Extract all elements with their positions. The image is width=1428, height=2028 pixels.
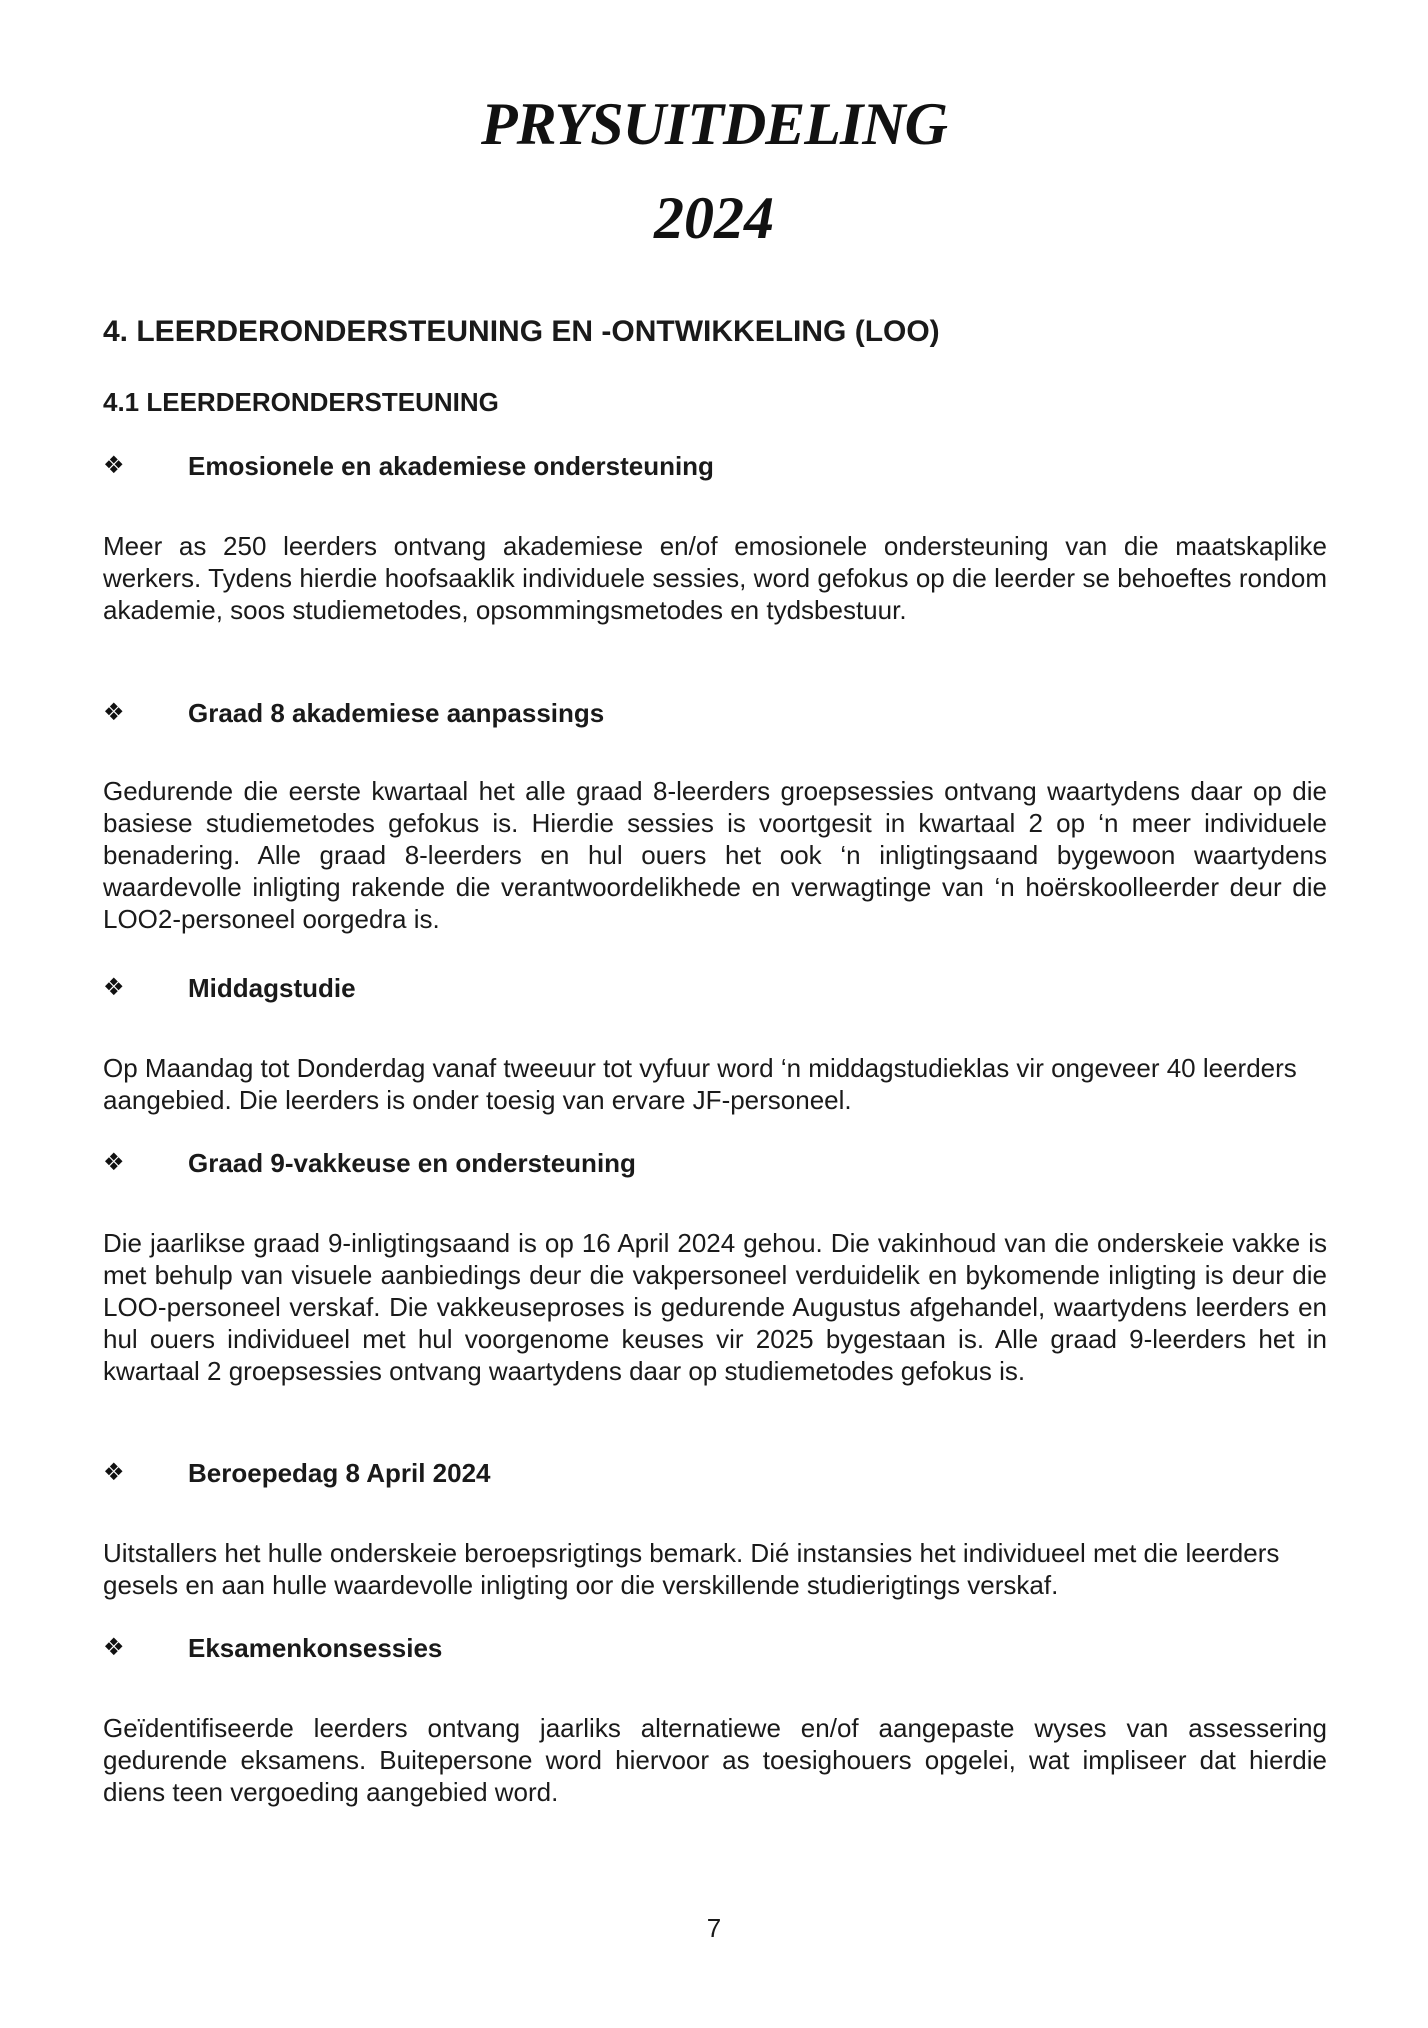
document-title: PRYSUITDELING	[481, 91, 947, 157]
diamond-bullet-icon: ❖	[103, 1459, 125, 1486]
section-heading: 4. LEERDERONDERSTEUNING EN -ONTWIKKELING (LOO)	[103, 315, 940, 348]
item-body-graad8: Gedurende die eerste kwartaal het alle graad 8-leerders groepsessies ontvang waartydens daar op die basiese studiemetodes gefokus is. Hierdie sessies is voortgesit in kwartaal 2 op ‘n meer individuele benadering. Alle graad 8-leerders en hul ouers het ook ‘n inligtingsaand bygewoon waartydens waardevolle inligting rakende die verantwoordelikhede en verwagtinge van ‘n hoërskoolleerder deur die LOO2-personeel oorgedra is.	[103, 776, 1327, 934]
diamond-bullet-icon: ❖	[103, 974, 125, 1001]
item-heading-graad8: Graad 8 akademiese aanpassings	[188, 698, 605, 728]
item-body-emosionele: Meer as 250 leerders ontvang akademiese en/of emosionele ondersteuning van die maatskaplike werkers. Tydens hierdie hoofsaaklik individuele sessies, word gefokus op die leerder se behoeftes rondom akademie, soos studiemetodes, opsommingsmetodes en tydsbestuur.	[103, 531, 1327, 625]
diamond-bullet-icon: ❖	[103, 699, 125, 726]
document-year: 2024	[654, 185, 774, 251]
item-heading-eksamenkonsessies: Eksamenkonsessies	[188, 1633, 443, 1663]
page-number: 7	[706, 1913, 722, 1943]
item-body-beroepedag: Uitstallers het hulle onderskeie beroepsrigtings bemark. Dié instansies het individueel met die leerders gesels en aan hulle waardevolle inligting oor die verskillende studierigtings verskaf.	[103, 1538, 1280, 1600]
item-heading-beroepedag: Beroepedag 8 April 2024	[188, 1458, 491, 1488]
item-body-eksamenkonsessies: Geïdentifiseerde leerders ontvang jaarliks alternatiewe en/of aangepaste wyses van assessering gedurende eksamens. Buitepersone word hiervoor as toesighouers opgelei, wat impliseer dat hierdie diens teen vergoeding aangebied word.	[103, 1713, 1327, 1807]
diamond-bullet-icon: ❖	[103, 452, 125, 479]
item-heading-graad9: Graad 9-vakkeuse en ondersteuning	[188, 1148, 636, 1178]
item-body-middagstudie: Op Maandag tot Donderdag vanaf tweeuur tot vyfuur word ‘n middagstudieklas vir ongeveer 40 leerders aangebied. Die leerders is onder toesig van ervare JF-personeel.	[103, 1053, 1297, 1115]
item-body-graad9: Die jaarlikse graad 9-inligtingsaand is op 16 April 2024 gehou. Die vakinhoud van die onderskeie vakke is met behulp van visuele aanbiedings deur die vakpersoneel verduidelik en bykomende inligting is deur die LOO-personeel verskaf. Die vakkeuseproses is gedurende Augustus afgehandel, waartydens leerders en hul ouers individueel met hul voorgenome keuses vir 2025 bygestaan is. Alle graad 9-leerders het in kwartaal 2 groepsessies ontvang waartydens daar op studiemetodes gefokus is.	[103, 1228, 1327, 1386]
diamond-bullet-icon: ❖	[103, 1149, 125, 1176]
subsection-heading: 4.1 LEERDERONDERSTEUNING	[103, 387, 499, 417]
diamond-bullet-icon: ❖	[103, 1634, 125, 1661]
item-heading-emosionele: Emosionele en akademiese ondersteuning	[188, 451, 714, 481]
item-heading-middagstudie: Middagstudie	[188, 973, 356, 1003]
